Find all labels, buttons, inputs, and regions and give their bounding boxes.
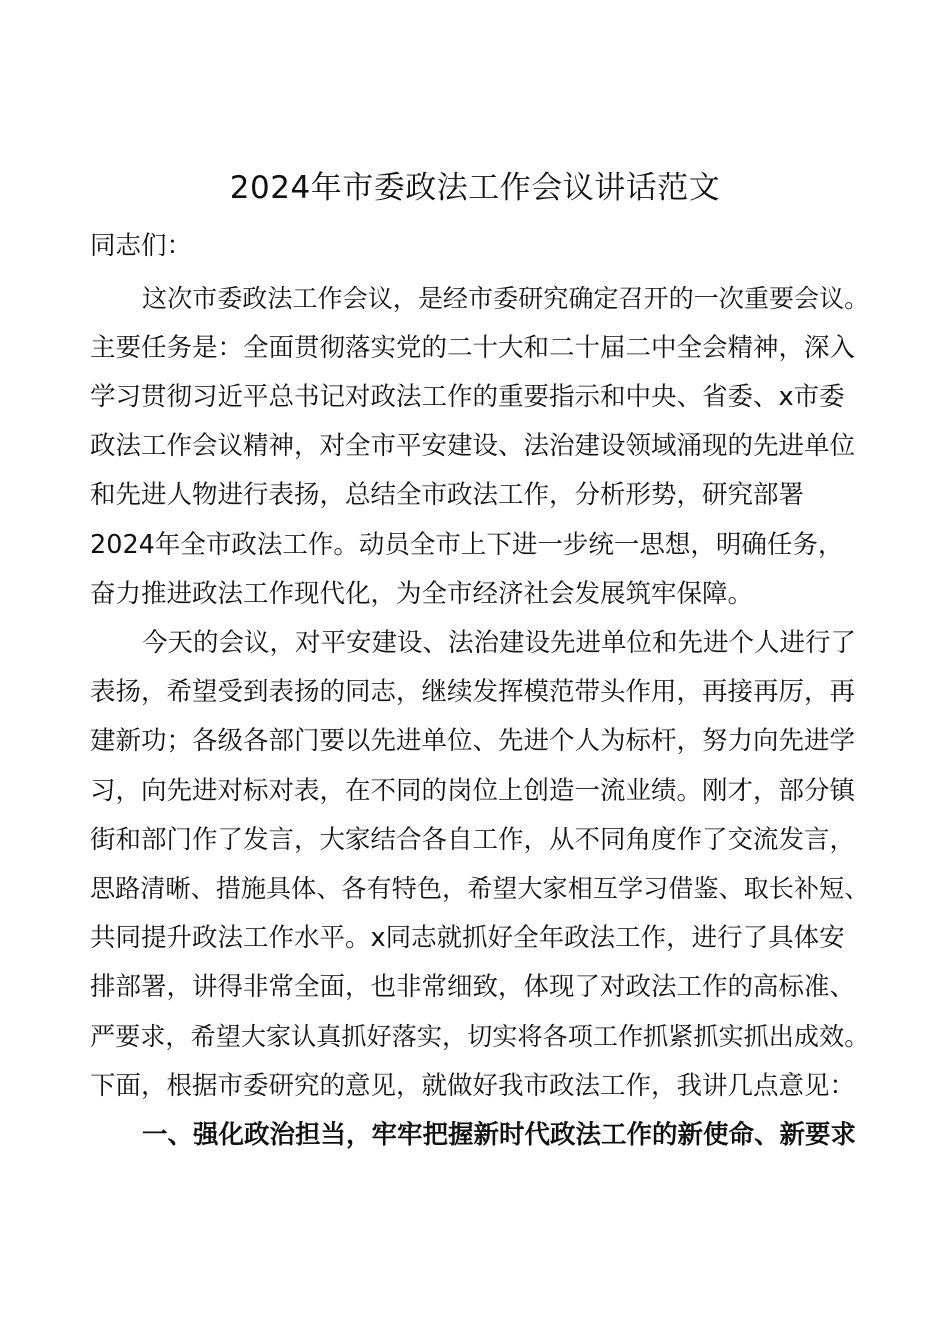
paragraph-line: 主要任务是：全面贯彻落实党的二十大和二十届二中全会精神，深入 [90, 333, 856, 363]
paragraph-line: 街和部门作了发言，大家结合各自工作，从不同角度作了交流发言， [90, 825, 856, 855]
section-heading: 一、强化政治担当，牢牢把握新时代政法工作的新使命、新要求 [142, 1120, 857, 1150]
paragraph-line: 学习贯彻习近平总书记对政法工作的重要指示和中央、省委、x市委 [90, 382, 845, 412]
paragraph-line: 下面，根据市委研究的意见，就做好我市政法工作，我讲几点意见： [90, 1071, 856, 1101]
paragraph-line: 这次市委政法工作会议，是经市委研究确定召开的一次重要会议。 [142, 284, 870, 313]
paragraph-line: 奋力推进政法工作现代化，为全市经济社会发展筑牢保障。 [90, 579, 754, 609]
paragraph-line: 思路清晰、措施具体、各有特色，希望大家相互学习借鉴、取长补短、 [90, 874, 870, 903]
paragraph-line: 表扬，希望受到表扬的同志，继续发挥模范带头作用，再接再厉，再 [90, 677, 856, 707]
paragraph-line: 2024年全市政法工作。动员全市上下进一步统一思想，明确任务， [90, 530, 844, 560]
paragraph-line: 共同提升政法工作水平。x同志就抓好全年政法工作，进行了具体安 [90, 923, 845, 953]
document-title: 2024年市委政法工作会议讲话范文 [229, 170, 721, 206]
paragraph-line: 政法工作会议精神，对全市平安建设、法治建设领域涌现的先进单位 [90, 431, 856, 461]
paragraph-line: 今天的会议，对平安建设、法治建设先进单位和先进个人进行了 [142, 628, 857, 658]
paragraph-line: 严要求，希望大家认真抓好落实，切实将各项工作抓紧抓实抓出成效。 [90, 1022, 870, 1051]
paragraph-line: 建新功；各级各部门要以先进单位、先进个人为标杆，努力向先进学 [90, 726, 856, 756]
paragraph-line: 和先进人物进行表扬，总结全市政法工作，分析形势，研究部署 [90, 480, 805, 510]
salutation: 同志们： [90, 231, 193, 261]
paragraph-line: 习，向先进对标对表，在不同的岗位上创造一流业绩。刚才，部分镇 [90, 776, 856, 806]
paragraph-line: 排部署，讲得非常全面，也非常细致，体现了对政法工作的高标准、 [90, 972, 856, 1002]
